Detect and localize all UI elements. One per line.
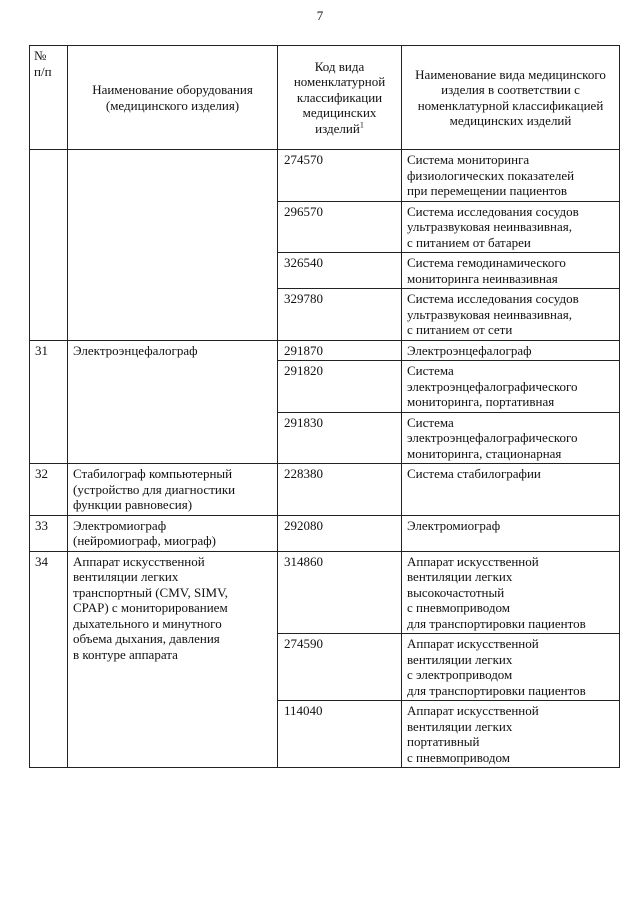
- device-type-name: Система исследования сосудов ультразвуковая неинвазивная, с питанием от сети: [402, 289, 620, 341]
- device-type-name: Система исследования сосудов ультразвуковая неинвазивная, с питанием от батареи: [402, 201, 620, 253]
- device-type-name: Система гемодинамического мониторинга неинвазивная: [402, 253, 620, 289]
- equipment-name: [68, 150, 278, 341]
- row-number: 34: [30, 551, 68, 768]
- device-type-name: Электроэнцефалограф: [402, 340, 620, 361]
- classification-code: 274570: [278, 150, 402, 202]
- footnote-marker: 1: [359, 120, 364, 130]
- classification-code: 296570: [278, 201, 402, 253]
- header-code: [278, 46, 402, 150]
- device-type-name: Аппарат искусственной вентиляции легких с электроприводом для транспортировки пациентов: [402, 634, 620, 701]
- classification-code: 291870: [278, 340, 402, 361]
- equipment-name: Аппарат искусственной вентиляции легких транспортный (CMV, SIMV, CPAP) с мониторированием дыхательного и минутного объема дыхания, давления в контуре аппарата: [68, 551, 278, 768]
- device-type-name: Система мониторинга физиологических показателей при перемещении пациентов: [402, 150, 620, 202]
- classification-code: 329780: [278, 289, 402, 341]
- table-row: [30, 464, 620, 516]
- classification-code: 228380: [278, 464, 402, 516]
- row-number: [30, 150, 68, 341]
- classification-code: 274590: [278, 634, 402, 701]
- row-number: 31: [30, 340, 68, 464]
- device-type-name: Электромиограф: [402, 515, 620, 551]
- row-number: 32: [30, 464, 68, 516]
- header-type-name: Наименование вида медицинского изделия в соответствии с номенклатурной классификацией медицинских изделий: [402, 46, 620, 150]
- classification-code: 326540: [278, 253, 402, 289]
- header-code-text: Код вида номенклатурной классификации медицинских изделий: [293, 58, 386, 136]
- table-row: [30, 340, 620, 361]
- equipment-table: [29, 45, 620, 768]
- device-type-name: Система электроэнцефалографического мониторинга, стационарная: [402, 412, 620, 464]
- device-type-name: Система стабилографии: [402, 464, 620, 516]
- page-number: 7: [316, 8, 324, 23]
- classification-code: 292080: [278, 515, 402, 551]
- classification-code: 114040: [278, 701, 402, 768]
- device-type-name: Аппарат искусственной вентиляции легких портативный с пневмоприводом: [402, 701, 620, 768]
- classification-code: 291830: [278, 412, 402, 464]
- equipment-name: Стабилограф компьютерный (устройство для диагностики функции равновесия): [68, 464, 278, 516]
- row-number: 33: [30, 515, 68, 551]
- table-row: [30, 515, 620, 551]
- header-equipment: Наименование оборудования (медицинского изделия): [68, 46, 278, 150]
- header-number: № п/п: [30, 46, 68, 150]
- device-type-name: Аппарат искусственной вентиляции легких высокочастотный с пневмоприводом для транспортировки пациентов: [402, 551, 620, 634]
- device-type-name: Система электроэнцефалографического мониторинга, портативная: [402, 361, 620, 413]
- equipment-name: Электроэнцефалограф: [68, 340, 278, 464]
- table-body: [30, 150, 620, 768]
- table-row: [30, 551, 620, 634]
- table-row: [30, 150, 620, 202]
- classification-code: 291820: [278, 361, 402, 413]
- classification-code: 314860: [278, 551, 402, 634]
- equipment-name: Электромиограф (нейромиограф, миограф): [68, 515, 278, 551]
- table-header-row: [30, 46, 620, 150]
